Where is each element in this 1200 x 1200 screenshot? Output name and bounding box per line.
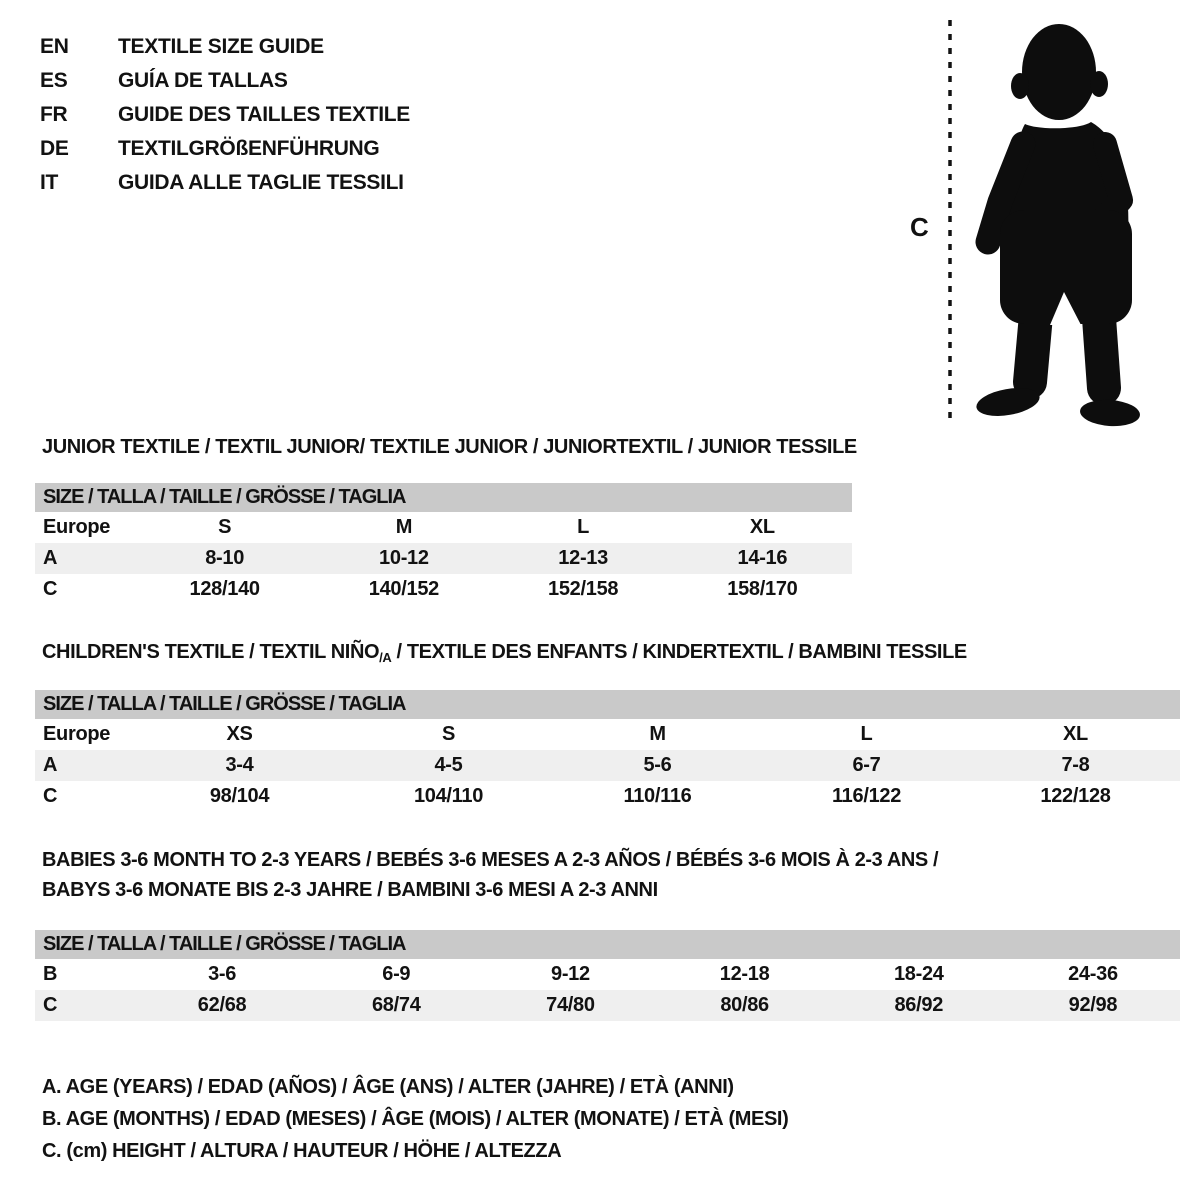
- height-cell: 98/104: [209, 785, 270, 807]
- size-header-row: [35, 690, 1180, 719]
- table-row-age-years: [35, 543, 852, 574]
- language-row: [40, 30, 410, 64]
- height-cell: 110/116: [623, 785, 692, 807]
- height-measure-label: C: [910, 212, 929, 242]
- size-cell: S: [218, 516, 232, 538]
- age-cell: 3-6: [208, 963, 237, 985]
- language-title: TEXTILGRÖßENFÜHRUNG: [118, 137, 380, 160]
- babies-size-table: [35, 930, 1180, 1021]
- size-header-row: [35, 483, 852, 512]
- table-row-europe: [35, 512, 852, 543]
- height-cell: 158/170: [727, 578, 798, 600]
- table-row-europe: [35, 719, 1180, 750]
- height-cell: 62/68: [197, 994, 247, 1016]
- language-code: ES: [40, 69, 68, 92]
- table-row-age-months: [35, 959, 1180, 990]
- babies-title-line-1: BABIES 3-6 MONTH TO 2-3 YEARS / BEBÉS 3-6 MESES A 2-3 AÑOS / BÉBÉS 3-6 MOIS À 2-3 ANS /: [42, 849, 939, 871]
- table-row-height: [35, 990, 1180, 1021]
- height-cell: 152/158: [548, 578, 619, 600]
- junior-section-title: JUNIOR TEXTILE / TEXTIL JUNIOR/ TEXTILE JUNIOR / JUNIORTEXTIL / JUNIOR TESSILE: [42, 436, 857, 458]
- legend-line-age-months: B. AGE (MONTHS) / EDAD (MESES) / ÂGE (MOIS) / ALTER (MONATE) / ETÀ (MESI): [42, 1107, 789, 1130]
- age-cell: 4-5: [434, 754, 463, 776]
- language-title: GUIDE DES TAILLES TEXTILE: [118, 103, 410, 126]
- size-cell: S: [441, 723, 456, 745]
- age-cell: 14-16: [737, 547, 788, 569]
- age-cell: 6-7: [852, 754, 881, 776]
- age-cell: 7-8: [1061, 754, 1090, 776]
- legend-line-height: C. (cm) HEIGHT / ALTURA / HAUTEUR / HÖHE / ALTEZZA: [42, 1139, 562, 1162]
- size-cell: M: [395, 516, 413, 538]
- age-cell: 9-12: [551, 963, 590, 985]
- row-label: C: [43, 994, 58, 1016]
- height-cell: 74/80: [546, 994, 595, 1016]
- size-header-label: SIZE / TALLA / TAILLE / GRÖSSE / TAGLIA: [43, 486, 406, 508]
- size-cell: L: [860, 723, 873, 745]
- row-label: B: [43, 963, 58, 985]
- language-row: [40, 132, 410, 166]
- age-cell: 24-36: [1068, 963, 1118, 985]
- table-row-height: [35, 781, 1180, 812]
- age-cell: 8-10: [205, 547, 245, 569]
- height-cell: 122/128: [1040, 785, 1111, 807]
- height-cell: 68/74: [371, 994, 421, 1016]
- children-size-table: [35, 690, 1180, 812]
- row-label: C: [43, 578, 58, 600]
- children-title-suffix: / TEXTILE DES ENFANTS / KINDERTEXTIL / BAMBINI TESSILE: [391, 641, 967, 663]
- size-cell: L: [577, 516, 590, 538]
- age-cell: 12-13: [558, 547, 608, 569]
- junior-size-table: [35, 483, 852, 605]
- language-title: GUÍA DE TALLAS: [118, 69, 288, 92]
- row-label: Europe: [43, 723, 111, 745]
- row-label: A: [43, 547, 58, 569]
- height-cell: 80/86: [720, 994, 769, 1016]
- size-header-label: SIZE / TALLA / TAILLE / GRÖSSE / TAGLIA: [43, 933, 406, 955]
- children-title-prefix: CHILDREN'S TEXTILE / TEXTIL NIÑO: [42, 641, 380, 663]
- age-cell: 3-4: [225, 754, 254, 776]
- height-cell: 104/110: [413, 785, 484, 807]
- size-cell: XS: [226, 723, 253, 745]
- age-cell: 18-24: [893, 963, 944, 985]
- language-code: DE: [40, 137, 69, 160]
- language-row: [40, 166, 410, 200]
- row-label: A: [43, 754, 58, 776]
- language-title-list: [40, 30, 410, 200]
- row-label: Europe: [43, 516, 111, 538]
- height-cell: 86/92: [894, 994, 944, 1016]
- row-label: C: [43, 785, 58, 807]
- language-code: FR: [40, 103, 68, 126]
- age-cell: 12-18: [719, 963, 770, 985]
- language-code: IT: [40, 171, 59, 194]
- height-cell: 128/140: [189, 578, 260, 600]
- table-row-height: [35, 574, 852, 605]
- language-title: TEXTILE SIZE GUIDE: [118, 35, 324, 58]
- size-cell: XL: [1063, 723, 1088, 745]
- size-cell: M: [649, 723, 666, 745]
- height-cell: 116/122: [831, 785, 902, 807]
- language-row: [40, 98, 410, 132]
- babies-title-line-2: BABYS 3-6 MONATE BIS 2-3 JAHRE / BAMBINI 3-6 MESI A 2-3 ANNI: [42, 879, 658, 901]
- legend-line-age-years: A. AGE (YEARS) / EDAD (AÑOS) / ÂGE (ANS) / ALTER (JAHRE) / ETÀ (ANNI): [42, 1075, 734, 1098]
- height-cell: 92/98: [1068, 994, 1118, 1016]
- table-row-age-years: [35, 750, 1180, 781]
- toddler-silhouette: [974, 24, 1141, 428]
- age-cell: 6-9: [382, 963, 411, 985]
- toddler-silhouette-icon: [895, 12, 1155, 428]
- language-code: EN: [40, 35, 69, 58]
- children-title-subscript: /A: [379, 650, 392, 665]
- height-cell: 140/152: [368, 578, 439, 600]
- language-title: GUIDA ALLE TAGLIE TESSILI: [118, 171, 404, 194]
- size-header-label: SIZE / TALLA / TAILLE / GRÖSSE / TAGLIA: [43, 693, 406, 715]
- age-cell: 5-6: [643, 754, 672, 776]
- size-header-row: [35, 930, 1180, 959]
- language-row: [40, 64, 410, 98]
- babies-section-title: [42, 845, 938, 905]
- children-section-title: [42, 641, 967, 665]
- age-cell: 10-12: [379, 547, 429, 569]
- size-cell: XL: [749, 516, 775, 538]
- measure-legend: [42, 1071, 788, 1167]
